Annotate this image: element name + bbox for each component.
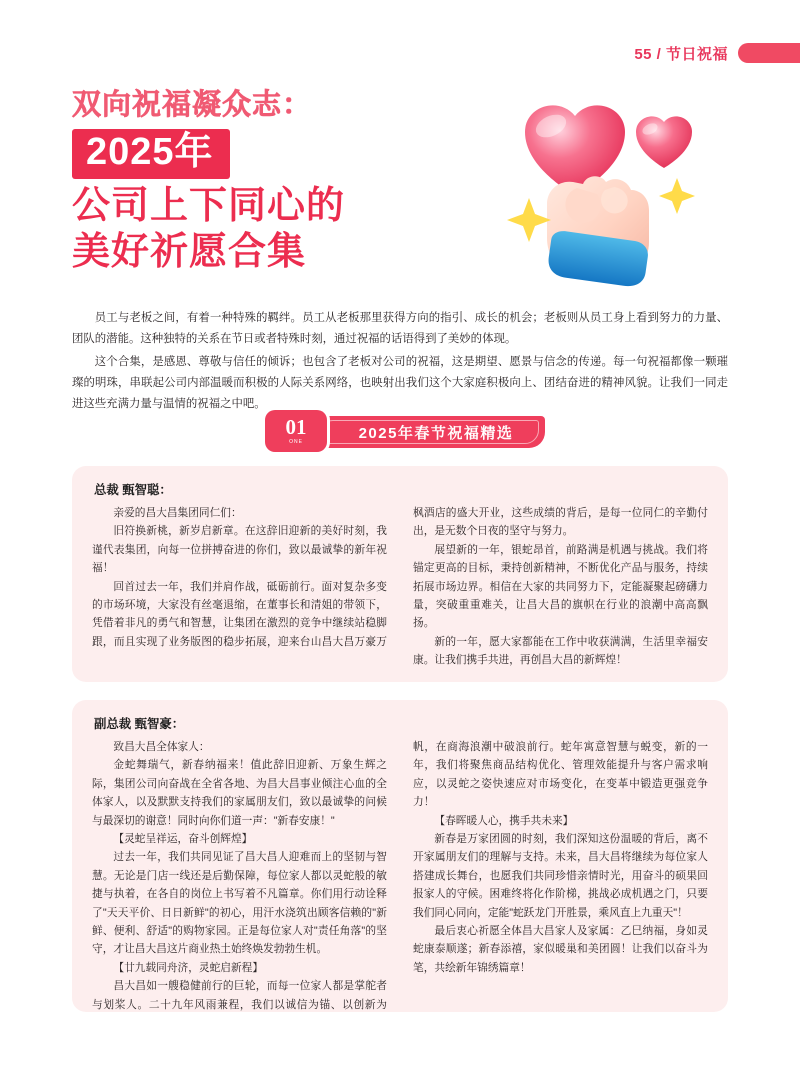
card-paragraph: 【廿九载同舟济，灵蛇启新程】 bbox=[113, 961, 264, 974]
card-paragraph: 展望新的一年，银蛇昂首，前路满是机遇与挑战。我们将锚定更高的目标，秉持创新精神，不断优化产品与服务，持续拓展市场边界。相信在大家的共同努力下，定能凝聚起磅礴力量，突破重重难关，让昌大昌的旗帜在行业的浪潮中高高飘扬。 bbox=[413, 543, 708, 630]
intro-paragraph-1: 员工与老板之间，有着一种特殊的羁绊。员工从老板那里获得方向的指引、成长的机会；老板则从员工身上看到努力的力量、团队的潜能。这种独特的关系在节日或者特殊时刻，通过祝福的话语得到了美妙的体现。 bbox=[72, 312, 728, 346]
card-paragraph: 回首过去一年，我们并肩作战，砥砺前行。面对复杂多变的市场环境，大家没有丝毫退缩，在董事长和清姐的带领下，凭借着非凡的勇气和智慧，让集团在激烈的竞争中继续站稳脚跟，而且实现了业务版图的稳步拓展，迎来台山昌大昌万豪万枫酒店的盛大开业，这些成绩的背后，是每一位同仁的辛勤付出，是无数个日夜的坚守与努力。 bbox=[92, 507, 708, 648]
card-paragraph: 新春是万家团圆的时刻，我们深知这份温暖的背后，离不开家属朋友们的理解与支持。未来，昌大昌将继续为每位家人搭建成长舞台，也愿我们共同珍惜亲情时光，用奋斗的硕果回报家人的守候。困难终将化作阶梯，挑战必成机遇之门，只要我们同心同向，定能"蛇跃龙门开胜景，乘风直上九重天"！ bbox=[413, 833, 708, 919]
card-paragraph: 最后衷心祈愿全体昌大昌家人及家属：乙巳纳福，身如灵蛇康泰顺遂；新春添禧，家似暖巢和美团圆！让我们以奋斗为笔，共绘新年锦绣篇章！ bbox=[413, 925, 708, 974]
section-number: 01 bbox=[285, 415, 307, 439]
heart-icon-small bbox=[636, 116, 692, 168]
card-paragraph: 【春晖暖人心，携手共未来】 bbox=[434, 814, 574, 827]
intro-text bbox=[72, 308, 728, 417]
card-paragraph: 旧符换新桃，新岁启新章。在这辞旧迎新的美好时刻，我谨代表集团，向每一位拼搏奋进的你们，致以最诚挚的新年祝福！ bbox=[92, 525, 387, 575]
intro-paragraph-2: 这个合集，是感恩、尊敬与信任的倾诉；也包含了老板对公司的祝福，这是期望、愿景与信念的传递。每一句祝福都像一颗璀璨的明珠，串联起公司内部温暖而积极的人际关系网络，也映射出我们这个大家庭积极向上、团结奋进的精神风貌。让我们一同走进这些充满力量与温情的祝福之中吧。 bbox=[72, 356, 728, 411]
card-body-ceo bbox=[92, 504, 708, 670]
article-title bbox=[72, 82, 472, 276]
card-paragraph: 亲爱的昌大昌集团同仁们： bbox=[113, 507, 242, 519]
section-banner-ribbon bbox=[313, 416, 545, 448]
card-paragraph: 致昌大昌全体家人： bbox=[113, 741, 210, 753]
message-card-ceo bbox=[72, 466, 728, 682]
card-title-ceo: 总裁 甄智聪： bbox=[94, 483, 172, 497]
title-highlight-box bbox=[72, 129, 230, 179]
hand-finger-heart-illustration bbox=[455, 70, 735, 300]
card-paragraph: 过去一年，我们共同见证了昌大昌人迎难而上的坚韧与智慧。无论是门店一线还是后勤保障，每位家人都以灵蛇般的敏捷与执着，在各自的岗位上书写着不凡篇章。你们用行动诠释了"天天平价、日日新鲜"的初心，用汗水浇筑出顾客信赖的"新鲜、便利、舒适"的购物家园。正是每位家人对"责任角落"的坚守，才让昌大昌这片商业热土始终焕发勃勃生机。 bbox=[92, 851, 387, 956]
card-title-vp: 副总裁 甄智豪： bbox=[94, 717, 185, 731]
card-paragraph: 新的一年，愿大家都能在工作中收获满满，生活里幸福安康。让我们携手共进，再创昌大昌的新辉煌！ bbox=[413, 635, 708, 667]
section-number-sub: ONE bbox=[289, 439, 303, 445]
page-number-label: 55 / 节日祝福 bbox=[634, 45, 728, 63]
section-title: 2025年春节祝福精选 bbox=[358, 424, 514, 442]
title-line-2: 2025年 bbox=[86, 131, 214, 173]
card-paragraph: 金蛇舞瑞气，新春纳福来！值此辞旧迎新、万象生辉之际，集团公司向奋战在全省各地、为昌大昌事业倾注心血的全体家人，以及默默支持我们的家属朋友们，致以最诚挚的问候与最深切的谢意！同时向你们道一声："新春安康！" bbox=[92, 759, 387, 827]
card-paragraph: 【灵蛇呈祥运，奋斗创辉煌】 bbox=[113, 833, 253, 846]
section-banner bbox=[265, 410, 545, 452]
title-line-4: 美好祈愿合集 bbox=[72, 231, 307, 274]
card-paragraph: 昌大昌如一艘稳健前行的巨轮，而每一位家人都是掌舵者与划桨人。二十九年风雨兼程，我们以诚信为锚、以创新为帆，在商海浪潮中破浪前行。蛇年寓意智慧与蜕变，新的一年，我们将聚焦商品结构优化、管理效能提升与客户需求响应，以灵蛇之姿快速应对市场变化，在变革中锻造更强竞争力！ bbox=[92, 741, 708, 1011]
page-header bbox=[634, 40, 800, 66]
title-line-1: 双向祝福凝众志： bbox=[72, 89, 313, 121]
message-card-vp bbox=[72, 700, 728, 1012]
hand-icon bbox=[546, 176, 649, 288]
section-number-badge bbox=[265, 410, 327, 452]
card-body-vp bbox=[92, 738, 708, 1014]
title-line-3: 公司上下同心的 bbox=[72, 184, 346, 227]
header-accent-bar bbox=[738, 43, 800, 63]
